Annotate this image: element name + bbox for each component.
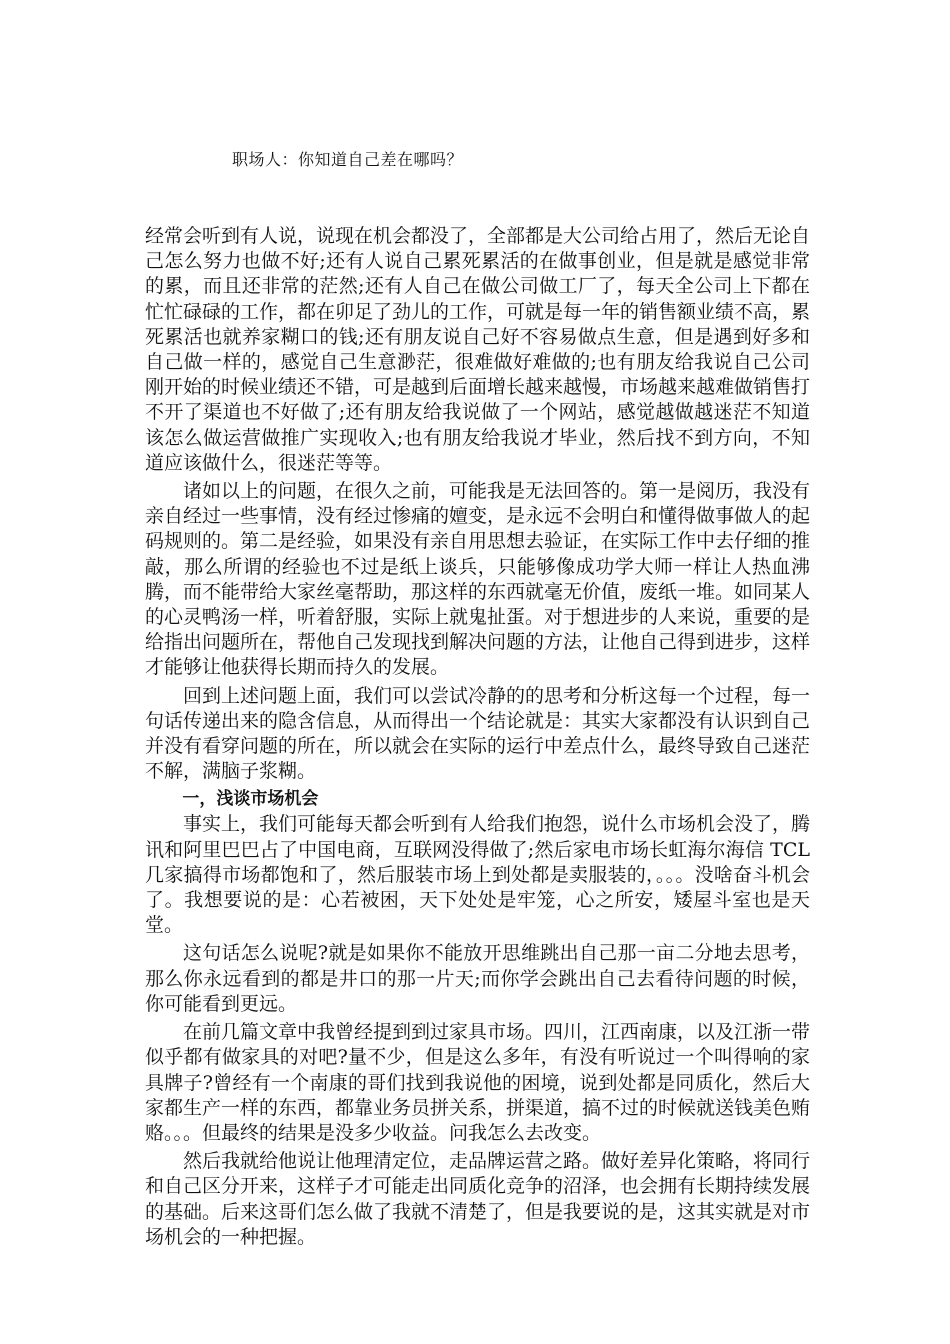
document-title: 职场人：你知道自己差在哪吗？	[232, 150, 464, 169]
paragraph-experience: 诸如以上的问题，在很久之前，可能我是无法回答的。第一是阅历，我没有亲自经过一些事情，没有经过惨痛的嬗变，是永远不会明白和懂得做事做人的起码规则的。第二是经验，如果没有亲自用思想去验证，在实际工作中去仔细的推敲，那么所谓的经验也不过是纸上谈兵，只能够像成功学大师一样让人热血沸腾，而不能带给大家丝毫帮助，那这样的东西就毫无价值，废纸一堆。如同某人的心灵鸭汤一样，听着舒服，实际上就鬼扯蛋。对于想进步的人来说，重要的是给指出问题所在，帮他自己发现找到解决问题的方法，让他自己得到进步，这样才能够让他获得长期而持久的发展。	[145, 480, 811, 679]
section-heading-market-opportunity: 一，浅谈市场机会	[182, 789, 319, 810]
paragraph-think-outside: 这句话怎么说呢?就是如果你不能放开思维跳出自己那一亩二分地去思考，那么你永远看到的都是井口的那一片天;而你学会跳出自己去看待问题的时候，你可能看到更远。	[145, 942, 810, 1015]
paragraph-furniture-market: 在前几篇文章中我曾经提到到过家具市场。四川，江西南康，以及江浙一带似乎都有做家具的对吧?量不少，但是这么多年，有没有听说过一个叫得响的家具牌子?曾经有一个南康的哥们找到我说他的困境，说到处都是同质化，然后大家都生产一样的东西，都靠业务员拼关系，拼渠道，搞不过的时候就送钱美色贿赂。。。但最终的结果是没多少收益。问我怎么去改变。	[145, 1021, 811, 1144]
paragraph-intro: 经常会听到有人说，说现在机会都没了，全部都是大公司给占用了，然后无论自己怎么努力也做不好;还有人说自己累死累活的在做事创业，但是就是感觉非常的累，而且还非常的茫然;还有人自己在做公司做工厂了，每天全公司上下都在忙忙碌碌的工作，都在卯足了劲儿的工作，可就是每一年的销售额业绩不高，累死累活也就养家糊口的钱;还有朋友说自己好不容易做点生意，但是遇到好多和自己做一样的，感觉自己生意渺茫，很难做好难做的;也有朋友给我说自己公司刚开始的时候业绩还不错，可是越到后面增长越来越慢，市场越来越难做销售打不开了渠道也不好做了;还有朋友给我说做了一个网站，感觉越做越迷茫不知道该怎么做运营做推广实现收入;也有朋友给我说才毕业，然后找不到方向，不知道应该做什么，很迷茫等等。	[145, 225, 811, 474]
paragraph-brand-strategy: 然后我就给他说让他理清定位，走品牌运营之路。做好差异化策略，将同行和自己区分开来，这样子才可能走出同质化竞争的沼泽，也会拥有长期持续发展的基础。后来这哥们怎么做了我就不清楚了，但是我要说的是，这其实就是对市场机会的一种把握。	[145, 1150, 811, 1248]
paragraph-conclusion: 回到上述问题上面，我们可以尝试冷静的的思考和分析这每一个过程，每一句话传递出来的隐含信息，从而得出一个结论就是：其实大家都没有认识到自己并没有看穿问题的所在，所以就会在实际的运行中差点什么，最终导致自己迷茫不解，满脑子浆糊。	[145, 684, 811, 783]
document-body	[145, 224, 810, 1253]
paragraph-market-complaints: 事实上，我们可能每天都会听到有人给我们抱怨，说什么市场机会没了，腾讯和阿里巴巴占了中国电商，互联网没得做了;然后家电市场长虹海尔海信 TCL 几家搞得市场都饱和了，然后服装市场上到处都是卖服装的，。。。没啥奋斗机会了。我想要说的是：心若被困，天下处处是牢笼，心之所安，矮屋斗室也是天堂。	[145, 813, 811, 937]
